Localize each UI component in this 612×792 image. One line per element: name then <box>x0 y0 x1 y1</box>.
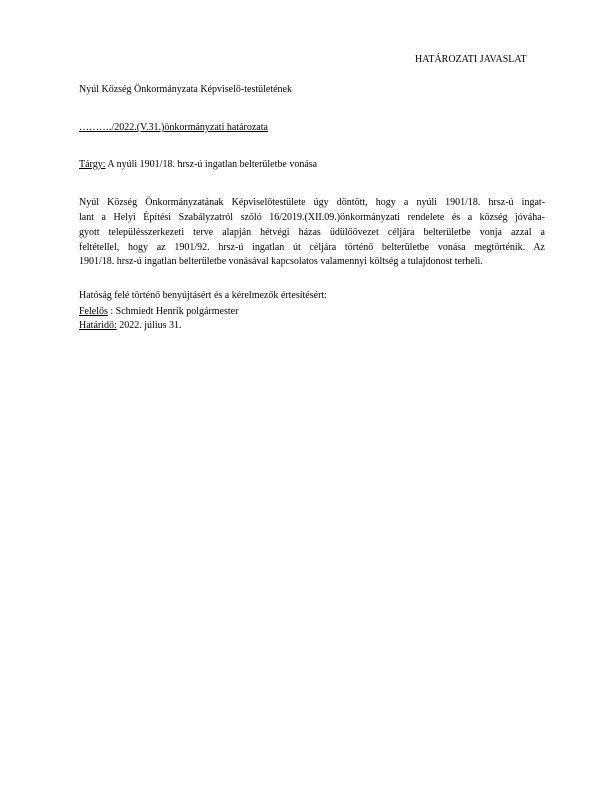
body-line: feltétellel, hogy az 1901/92. hrsz-ú ingatlan út céljára történő belterületbe vonása megtörténik. Az <box>79 242 545 253</box>
deadline-line <box>79 320 182 332</box>
subject-line <box>79 159 317 171</box>
addressee: Nyúl Község Önkormányzata Képviselő-testületének <box>79 84 292 95</box>
subject-text: A nyúli 1901/18. hrsz-ú ingatlan belterületbe vonása <box>105 159 318 170</box>
deadline-label: Határidő: <box>79 320 117 331</box>
resolution-number: ………./2022.(V.31.)önkormányzati határozata <box>79 122 268 133</box>
notification-line: Hatóság felé történő benyújtásért és a kérelmezők értesítésért: <box>79 290 327 301</box>
responsible-text: : Schmiedt Henrik polgármester <box>107 306 239 317</box>
deadline-text: 2022. július 31. <box>116 320 182 331</box>
document-heading: HATÁROZATI JAVASLAT <box>415 54 527 65</box>
responsible-line <box>79 306 238 318</box>
body-line: gyott településszerkezeti terve alapján hétvégi házas üdülőövezet céljára belterületbe vonja azzal a <box>79 227 545 238</box>
subject-label: Tárgy: <box>79 159 106 170</box>
body-line: 1901/18. hrsz-ú ingatlan belterületbe vonásával kapcsolatos valamennyi költség a tulajdonost terheli. <box>79 256 483 267</box>
body-line: lant a Helyi Építési Szabályzatról szóló 16/2019.(XII.09.)önkormányzati rendelete és a község jóváha- <box>79 212 545 223</box>
responsible-label: Felelős <box>79 306 108 317</box>
body-line: Nyúl Község Önkormányzatának Képviselőtestülete úgy döntött, hogy a nyúli 1901/18. hrsz-ú ingat- <box>79 197 545 208</box>
